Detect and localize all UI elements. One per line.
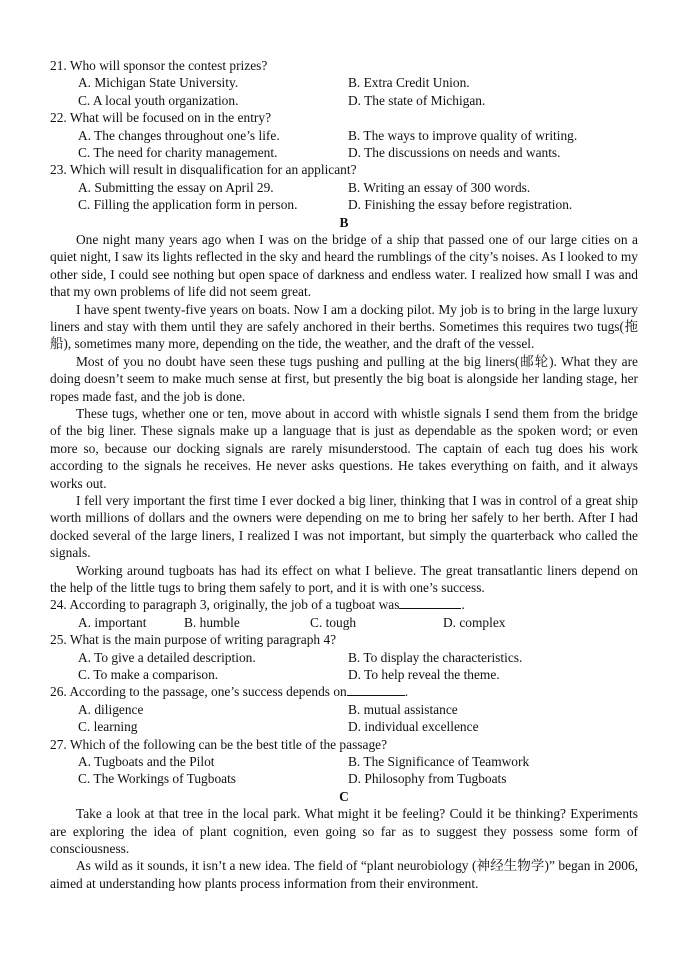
question-26-options-row1	[50, 701, 638, 718]
question-21-options-row2	[50, 92, 638, 109]
question-25-options-row2	[50, 666, 638, 683]
answer-blank-26[interactable]	[347, 683, 405, 696]
option-24-c[interactable]: C. tough	[310, 614, 357, 630]
option-21-a[interactable]: A. Michigan State University.	[78, 75, 239, 91]
question-24-end: .	[461, 597, 465, 613]
option-27-d[interactable]: D. Philosophy from Tugboats	[348, 771, 507, 787]
option-21-c[interactable]: C. A local youth organization.	[78, 92, 239, 108]
question-26-end: .	[404, 684, 409, 700]
option-23-a[interactable]: A. Submitting the essay on April 29.	[78, 179, 274, 195]
option-24-a[interactable]: A. important	[78, 614, 147, 630]
section-heading-c: C	[339, 788, 349, 804]
option-22-d[interactable]: D. The discussions on needs and wants.	[348, 144, 561, 160]
option-24-d[interactable]: D. complex	[443, 614, 506, 630]
option-27-c[interactable]: C. The Workings of Tugboats	[78, 771, 237, 787]
passage-c-paragraph-2: As wild as it sounds, it isn’t a new idea. The field of “plant neurobiology (神经生物学)” began in 2006, aimed at understanding how plants process information from their environment.	[50, 858, 638, 891]
question-24-options	[50, 614, 638, 631]
passage-c	[50, 805, 638, 892]
option-26-a[interactable]: A. diligence	[78, 701, 144, 717]
option-26-c[interactable]: C. learning	[78, 719, 138, 735]
question-25-options-row1	[50, 649, 638, 666]
question-21-stem: 21. Who will sponsor the contest prizes?	[50, 58, 268, 73]
question-24-text: 24. According to paragraph 3, originally, the job of a tugboat was	[50, 597, 400, 613]
question-23-stem: 23. Which will result in disqualification for an applicant?	[50, 162, 357, 178]
question-26-stem	[50, 683, 638, 700]
question-23-options-row2	[50, 196, 638, 213]
passage-b-paragraph-2: I have spent twenty-five years on boats. Now I am a docking pilot. My job is to bring in the large luxury liners and stay with them until they are safely anchored in their berths. Sometimes this requires two tugs(拖船), sometimes many more, depending on the tide, the weather, and the draft of the vessel.	[50, 301, 638, 352]
question-22-options-row2	[50, 144, 638, 161]
option-22-a[interactable]: A. The changes throughout one’s life.	[78, 127, 280, 143]
passage-c-paragraph-1: Take a look at that tree in the local park. What might it be feeling? Could it be thinking? Experiments are exploring the idea of plant cognition, even going so far as to suggest they possess some form of consciousness.	[50, 806, 638, 856]
question-26-text: 26. According to the passage, one’s success depends on	[50, 684, 347, 700]
question-26-options-row2	[50, 718, 638, 735]
passage-b-paragraph-3: Most of you no doubt have seen these tugs pushing and pulling at the big liners(邮轮). What they are doing doesn’t seem to make much sense at first, but presently the big boat is alongside her landing stage, her ropes made fast, and the job is done.	[50, 353, 638, 404]
option-23-b[interactable]: B. Writing an essay of 300 words.	[348, 179, 531, 195]
option-25-d[interactable]: D. To help reveal the theme.	[348, 667, 500, 682]
question-27-options-row2	[50, 770, 638, 787]
option-21-d[interactable]: D. The state of Michigan.	[348, 92, 486, 108]
option-23-d[interactable]: D. Finishing the essay before registration.	[348, 197, 573, 213]
section-heading-b: B	[339, 214, 349, 230]
question-22-stem: 22. What will be focused on in the entry?	[50, 110, 272, 126]
question-23-options-row1	[50, 179, 638, 196]
passage-b-paragraph-6: Working around tugboats has had its effect on what I believe. The great transatlantic liners depend on the help of the little tugs to bring them safely to port, and it is with one’s success.	[50, 562, 638, 596]
option-24-b[interactable]: B. humble	[184, 614, 240, 630]
option-26-d[interactable]: D. individual excellence	[348, 719, 479, 735]
question-21-options-row1	[50, 74, 638, 91]
option-25-a[interactable]: A. To give a detailed description.	[78, 649, 256, 665]
exam-page	[50, 57, 638, 892]
passage-b-paragraph-1: One night many years ago when I was on the bridge of a ship that passed one of our large cities on a quiet night, I saw its lights reflected in the sky and heard the rumblings of the city’s noises. As I looked to my other side, I could see nothing but open space of darkness and endless water. I realized how small I was and that my own problems of life did not seem great.	[50, 231, 638, 300]
question-27-stem: 27. Which of the following can be the best title of the passage?	[50, 736, 388, 752]
option-27-b[interactable]: B. The Significance of Teamwork	[348, 753, 530, 769]
question-27-options-row1	[50, 753, 638, 770]
option-22-c[interactable]: C. The need for charity management.	[78, 144, 278, 160]
option-23-c[interactable]: C. Filling the application form in person.	[78, 197, 298, 213]
passage-b-paragraph-5: I fell very important the first time I ever docked a big liner, thinking that I was in control of a great ship worth millions of dollars and the owners were depending on me to bring her safely to her berth. After I had docked several of the large liners, I realized I was not important, but simply the quarterback who called the signals.	[50, 493, 638, 561]
passage-b-paragraph-4: These tugs, whether one or ten, move about in accord with whistle signals I send them from the bridge of the big liner. These signals make up a language that is just as dependable as the spoken word; or even more so, because our docking signals are rarely misunderstood. The captain of each tug does his work according to the signals he receives. He never asks questions. He takes everything on faith, and it always works out.	[50, 405, 638, 491]
question-22-options-row1	[50, 127, 638, 144]
passage-b	[50, 231, 638, 597]
option-27-a[interactable]: A. Tugboats and the Pilot	[78, 753, 215, 769]
question-24-stem	[50, 596, 638, 613]
option-22-b[interactable]: B. The ways to improve quality of writing.	[348, 127, 578, 143]
option-26-b[interactable]: B. mutual assistance	[348, 701, 458, 717]
option-25-b[interactable]: B. To display the characteristics.	[348, 649, 523, 665]
question-25-stem: 25. What is the main purpose of writing paragraph 4?	[50, 632, 337, 648]
option-21-b[interactable]: B. Extra Credit Union.	[348, 75, 470, 91]
option-25-c[interactable]: C. To make a comparison.	[78, 667, 219, 682]
answer-blank-24[interactable]	[399, 596, 461, 609]
